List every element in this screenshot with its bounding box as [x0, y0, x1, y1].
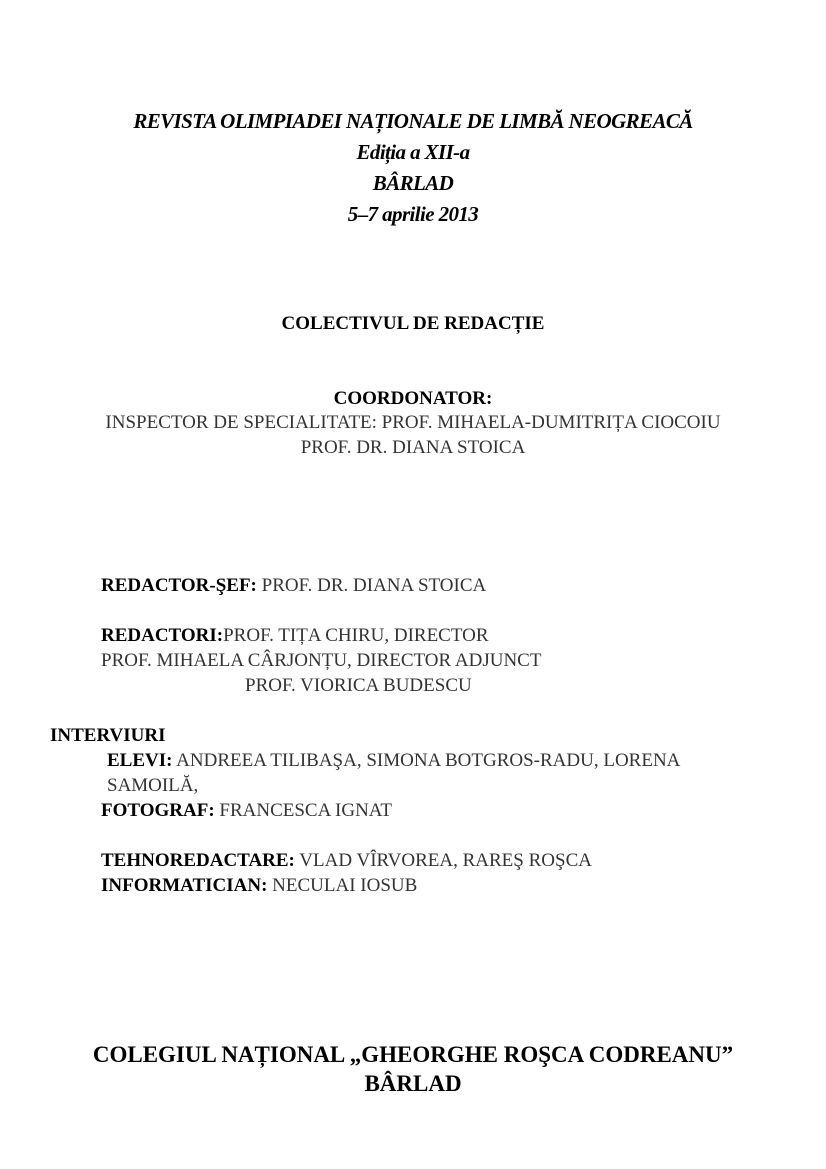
- school-name: COLEGIUL NAȚIONAL „GHEORGHE ROŞCA CODREANU”: [92, 1042, 734, 1067]
- edition: Ediția a XII-a: [356, 140, 470, 164]
- it-specialist: [101, 875, 417, 897]
- photographer-value: FRANCESCA IGNAT: [214, 800, 393, 821]
- coordinator-line-2: PROF. DR. DIANA STOICA: [300, 437, 526, 458]
- students-value-2: SAMOILĂ,: [107, 775, 199, 796]
- city: BÂRLAD: [372, 171, 454, 195]
- editors-label: REDACTORI:: [101, 625, 224, 646]
- students-label: ELEVI:: [107, 750, 173, 771]
- students-value-1: ANDREEA TILIBAŞA, SIMONA BOTGROS-RADU, LORENA: [172, 750, 681, 771]
- editors: [101, 625, 489, 647]
- photographer: [101, 800, 392, 822]
- dtp-label: TEHNOREDACTARE:: [101, 850, 295, 871]
- dtp-value: VLAD VÎRVOREA, RAREŞ ROŞCA: [294, 850, 592, 871]
- editors-value-3: PROF. VIORICA BUDESCU: [245, 675, 472, 696]
- chief-editor-value: PROF. DR. DIANA STOICA: [256, 575, 487, 596]
- editorial-heading: COLECTIVUL DE REDACȚIE: [281, 313, 545, 334]
- editors-value-2: PROF. MIHAELA CÂRJONȚU, DIRECTOR ADJUNCT: [101, 650, 542, 671]
- photographer-label: FOTOGRAF:: [101, 800, 215, 821]
- magazine-title: REVISTA OLIMPIADEI NAȚIONALE DE LIMBĂ NEOGREACĂ: [133, 109, 693, 133]
- event-date: 5–7 aprilie 2013: [347, 202, 479, 226]
- it-value: NECULAI IOSUB: [267, 875, 418, 896]
- coordinator-line-1: INSPECTOR DE SPECIALITATE: PROF. MIHAELA-DUMITRIȚA CIOCOIU: [105, 412, 721, 433]
- interviews-label: INTERVIURI: [50, 725, 166, 746]
- editors-value-1: PROF. TIȚA CHIRU, DIRECTOR: [223, 625, 489, 646]
- chief-editor-label: REDACTOR-ŞEF:: [101, 575, 257, 596]
- school-city: BÂRLAD: [364, 1071, 462, 1096]
- students: [107, 750, 680, 772]
- it-label: INFORMATICIAN:: [101, 875, 268, 896]
- chief-editor: [101, 575, 486, 597]
- coordinator-label: COORDONATOR:: [333, 388, 493, 409]
- dtp: [101, 850, 592, 872]
